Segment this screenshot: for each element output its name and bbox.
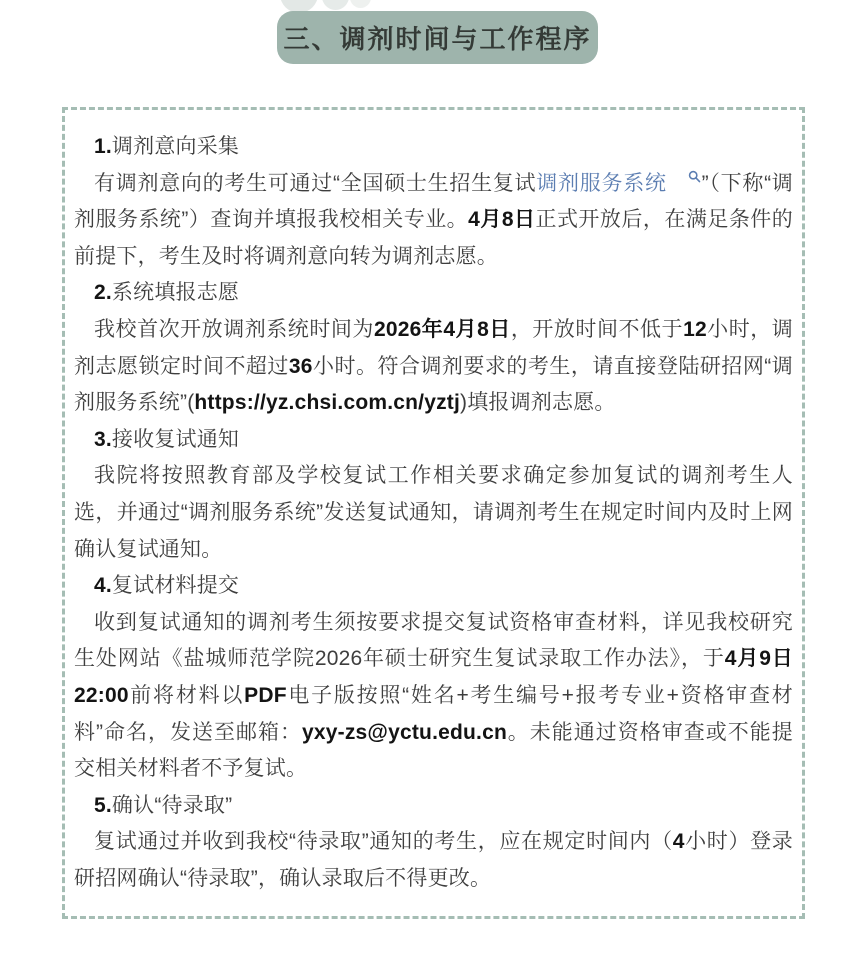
paragraph	[74, 458, 793, 568]
paragraph	[74, 312, 793, 422]
paragraph	[74, 605, 793, 788]
text-run: 收到复试通知的调剂考生须按要求提交复试资格审查材料，详见我校研究生处网站《盐城师范学院2026年硕士研究生复试录取工作办法》，于	[74, 610, 793, 671]
text-run: 调剂意向采集	[111, 135, 240, 158]
bold-text: 4月9日22:00	[74, 647, 793, 707]
text-run: 复试材料提交	[111, 574, 240, 598]
bold-text: 12	[683, 317, 707, 341]
decorative-dot-2	[322, 0, 349, 10]
section-heading-4	[74, 568, 793, 605]
text-run: 电子版按照“姓名+考生编号+报考专业+资格审查材料”命名，发送至邮箱：	[74, 683, 793, 744]
text-run: 小时）登录研招网确认“待录取”，确认录取后不得更改。	[74, 830, 793, 890]
bold-text: 2.	[94, 281, 112, 305]
search-icon	[668, 170, 701, 183]
text-run: ，开放时间不低于	[510, 317, 684, 341]
text-run: 系统填报志愿	[111, 281, 240, 305]
bold-text: 4月8日	[468, 208, 536, 232]
bold-text: yxy-zs@yctu.edu.cn	[302, 720, 507, 744]
text-run: 我院将按照教育部及学校复试工作相关要求确定参加复试的调剂考生人选，并通过“调剂服务系统”发送复试通知，请调剂考生在规定时间内及时上网确认复试通知。	[74, 464, 793, 561]
section-heading-5	[74, 788, 793, 825]
bold-text: 4	[672, 830, 685, 854]
bold-text: PDF	[244, 683, 287, 707]
bold-text: https://yz.chsi.com.cn/yztj	[194, 391, 461, 415]
text-run: 正式开放后，在满足条件的前提下，考生及时将调剂意向转为调剂志愿。	[74, 208, 793, 268]
bold-text: 1.	[94, 135, 112, 158]
bold-text: 2026年4月8日	[373, 317, 511, 341]
text-run: ”（下称“调剂服务系统”）查询并填报我校相关专业。	[74, 171, 793, 232]
paragraph	[74, 166, 793, 276]
text-run: 复试通过并收到我校“待录取”通知的考生，应在规定时间内（	[94, 830, 673, 854]
tiaoji-service-system-link[interactable]: 调剂服务系统	[536, 171, 667, 195]
text-run: 小时，调剂志愿锁定时间不超过	[74, 317, 793, 378]
text-run: 。未能通过资格审查或不能提交相关材料者不予复试。	[74, 720, 793, 781]
section-title-badge	[277, 11, 598, 64]
bold-text: 36	[288, 354, 313, 378]
text-run: 前将材料以	[128, 683, 245, 707]
text-run: 小时。符合调剂要求的考生，请直接登陆研招网“调剂服务系统”(	[74, 354, 793, 415]
text-run: 确认“待录取”	[111, 793, 233, 817]
text-run: 接收复试通知	[111, 427, 240, 451]
section-title: 三、调剂时间与工作程序	[283, 24, 592, 54]
text-run: 我校首次开放调剂系统时间为	[94, 317, 374, 341]
bold-text: 5.	[94, 793, 112, 817]
section-heading-3	[74, 422, 793, 459]
section-heading-1	[74, 129, 793, 166]
text-run: )填报调剂志愿。	[460, 391, 616, 415]
paragraph	[74, 824, 793, 897]
bold-text: 4.	[94, 574, 112, 598]
decorative-dot-3	[350, 0, 371, 8]
section-heading-2	[74, 275, 793, 312]
bold-text: 3.	[94, 427, 112, 451]
content-box	[62, 107, 805, 919]
text-run: 有调剂意向的考生可通过“全国硕士生招生复试	[94, 171, 537, 195]
